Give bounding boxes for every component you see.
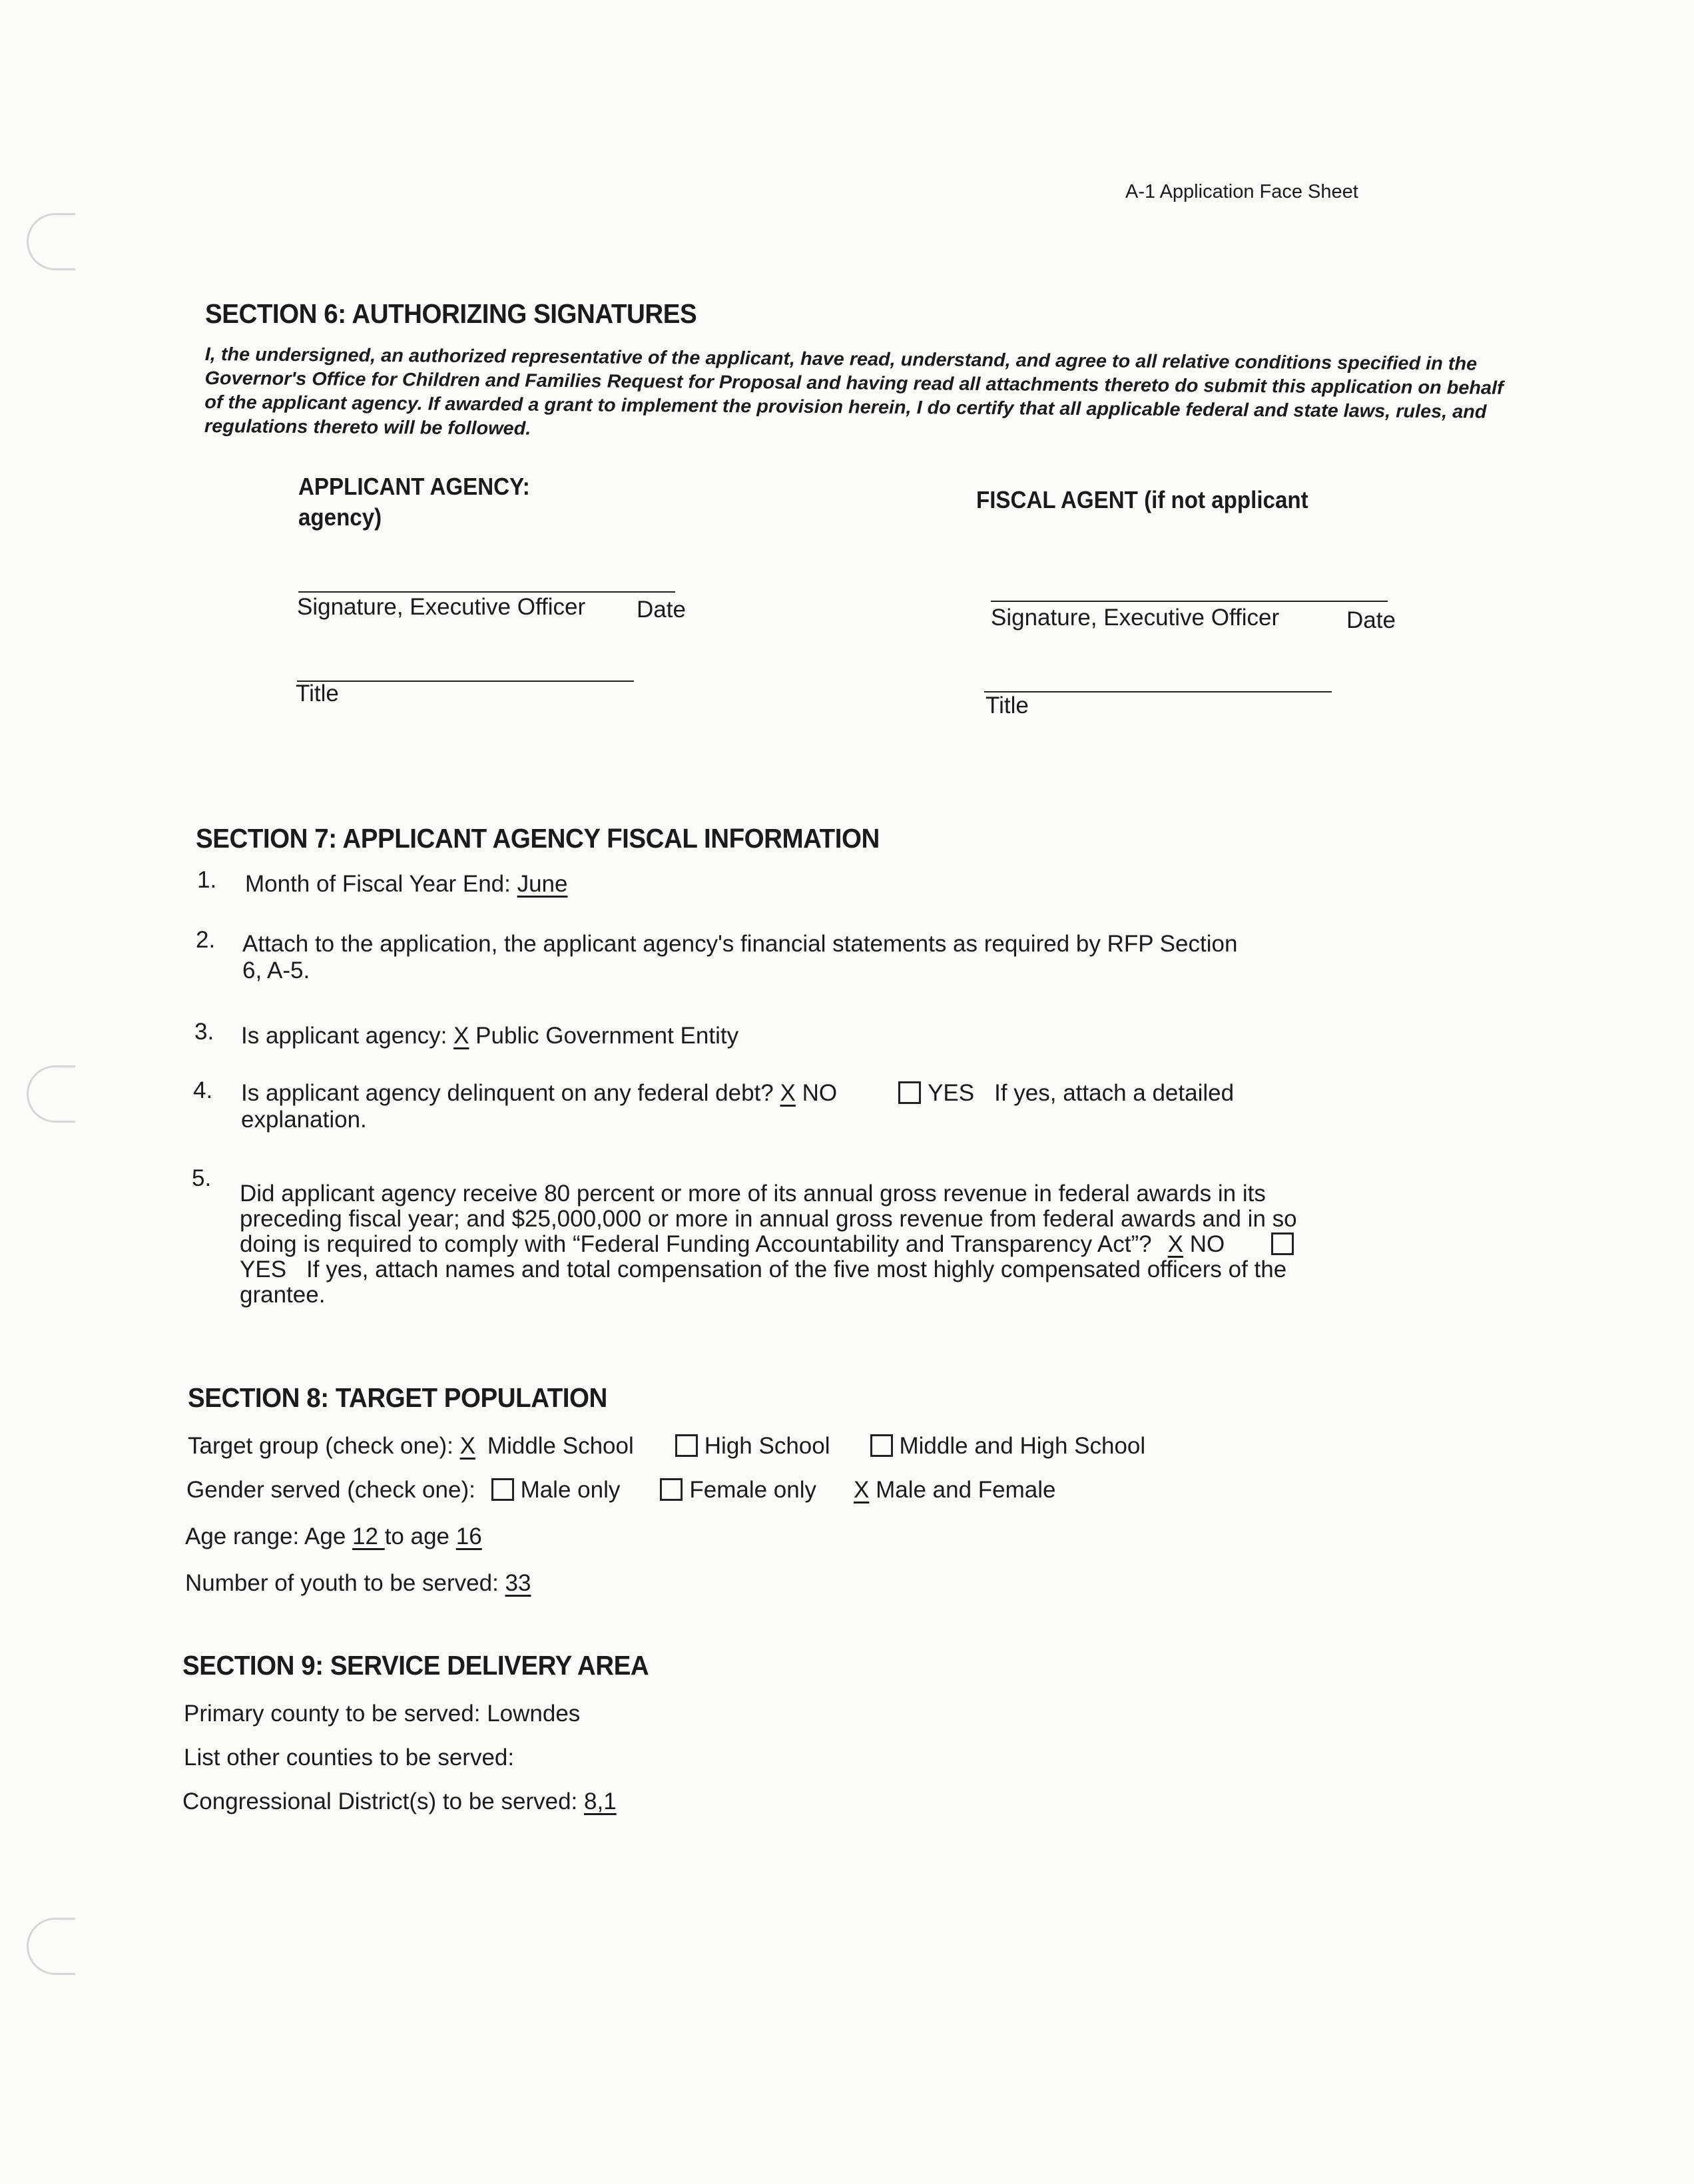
federal-debt-item: Is applicant agency delinquent on any federal debt? X NO YES If yes, attach a detailed explanation.	[241, 1080, 1235, 1133]
ffata-item: Did applicant agency receive 80 percent or more of its annual gross revenue in federal awards in its preceding fiscal year; and $25,000,000 or more in annual gross revenue from federal awards and in so doing is required to comply with “Federal Funding Accountability and Transparency Act”? X NO YES If yes, attach names and total compensation of the five most highly compensated officers of the grantee.	[240, 1181, 1297, 1308]
target-option-middle-school: Middle School	[487, 1433, 634, 1459]
section6-heading: SECTION 6: AUTHORIZING SIGNATURES	[205, 298, 697, 329]
section9-heading: SECTION 9: SERVICE DELIVERY AREA	[182, 1650, 649, 1681]
age-range-row: Age range: Age 12 to age 16	[185, 1523, 482, 1549]
item-number: 5.	[192, 1165, 212, 1191]
punch-hole-middle	[27, 1065, 75, 1123]
section8-heading: SECTION 8: TARGET POPULATION	[188, 1382, 607, 1413]
federal-debt-yes-checkbox[interactable]	[898, 1081, 921, 1104]
high-school-checkbox[interactable]	[675, 1434, 698, 1457]
section7-heading: SECTION 7: APPLICANT AGENCY FISCAL INFORMATION	[196, 823, 880, 854]
fiscal-title-line[interactable]	[984, 691, 1332, 692]
congressional-district-row: Congressional District(s) to be served: 8,1	[182, 1788, 617, 1814]
applicant-signature-line[interactable]	[298, 591, 675, 593]
item-number: 1.	[197, 867, 217, 893]
agency-type-item: Is applicant agency: X Public Government Entity	[241, 1023, 739, 1049]
applicant-signature-label: Signature, Executive Officer	[297, 594, 586, 620]
applicant-title-line[interactable]	[297, 681, 634, 682]
youth-count-row: Number of youth to be served: 33	[185, 1570, 531, 1596]
item-number: 3.	[194, 1019, 214, 1045]
age-from-value: 12	[352, 1523, 385, 1549]
fiscal-date-label: Date	[1346, 607, 1396, 633]
female-only-checkbox[interactable]	[660, 1478, 683, 1501]
form-id-header: A-1 Application Face Sheet	[1125, 181, 1358, 202]
ffata-yes-checkbox[interactable]	[1271, 1232, 1294, 1255]
male-only-checkbox[interactable]	[491, 1478, 514, 1501]
fiscal-year-end-value: June	[517, 871, 568, 897]
fiscal-year-end-item: Month of Fiscal Year End: June	[245, 871, 568, 897]
financial-statements-item: Attach to the application, the applicant agency's financial statements as required by RFP Section 6, A-5.	[242, 931, 1238, 983]
authorization-statement: I, the undersigned, an authorized representative of the applicant, have read, understand, and agree to all relative conditions specified in the Governor's Office for Children and Families Request for Proposal and having read all attachments thereto do submit this application on behalf of the applicant agency. If awarded a grant to implement the provision herein, I do certify that all applicable federal and state laws, rules, and regulations thereto will be followed.	[204, 343, 1504, 439]
district-value: 8,1	[584, 1788, 617, 1814]
punch-hole-top	[27, 213, 75, 270]
gender-served-row: Gender served (check one): Male only Female only X Male and Female	[186, 1477, 1056, 1503]
age-to-value: 16	[455, 1523, 482, 1549]
fiscal-signature-line[interactable]	[991, 601, 1388, 602]
applicant-date-label: Date	[637, 597, 686, 623]
fiscal-signature-label: Signature, Executive Officer	[991, 605, 1280, 631]
applicant-agency-heading: APPLICANT AGENCY: agency)	[298, 473, 530, 531]
middle-high-school-checkbox[interactable]	[870, 1434, 893, 1457]
item-number: 4.	[193, 1077, 213, 1103]
punch-hole-bottom	[27, 1918, 75, 1975]
fiscal-agent-heading: FISCAL AGENT (if not applicant	[976, 486, 1308, 513]
ffata-mark: X	[1167, 1231, 1183, 1257]
item-number: 2.	[196, 927, 216, 953]
gender-mark: X	[854, 1477, 870, 1503]
primary-county-row: Primary county to be served: Lowndes	[184, 1701, 581, 1727]
federal-debt-mark: X	[780, 1080, 796, 1106]
youth-count-value: 33	[505, 1570, 531, 1596]
agency-type-mark: X	[453, 1023, 469, 1049]
other-counties-row: List other counties to be served:	[184, 1745, 515, 1771]
target-group-mark: X	[459, 1433, 475, 1459]
applicant-title-label: Title	[296, 681, 339, 706]
target-group-row: Target group (check one): X Middle School High School Middle and High School	[188, 1433, 1146, 1459]
fiscal-title-label: Title	[986, 692, 1029, 718]
